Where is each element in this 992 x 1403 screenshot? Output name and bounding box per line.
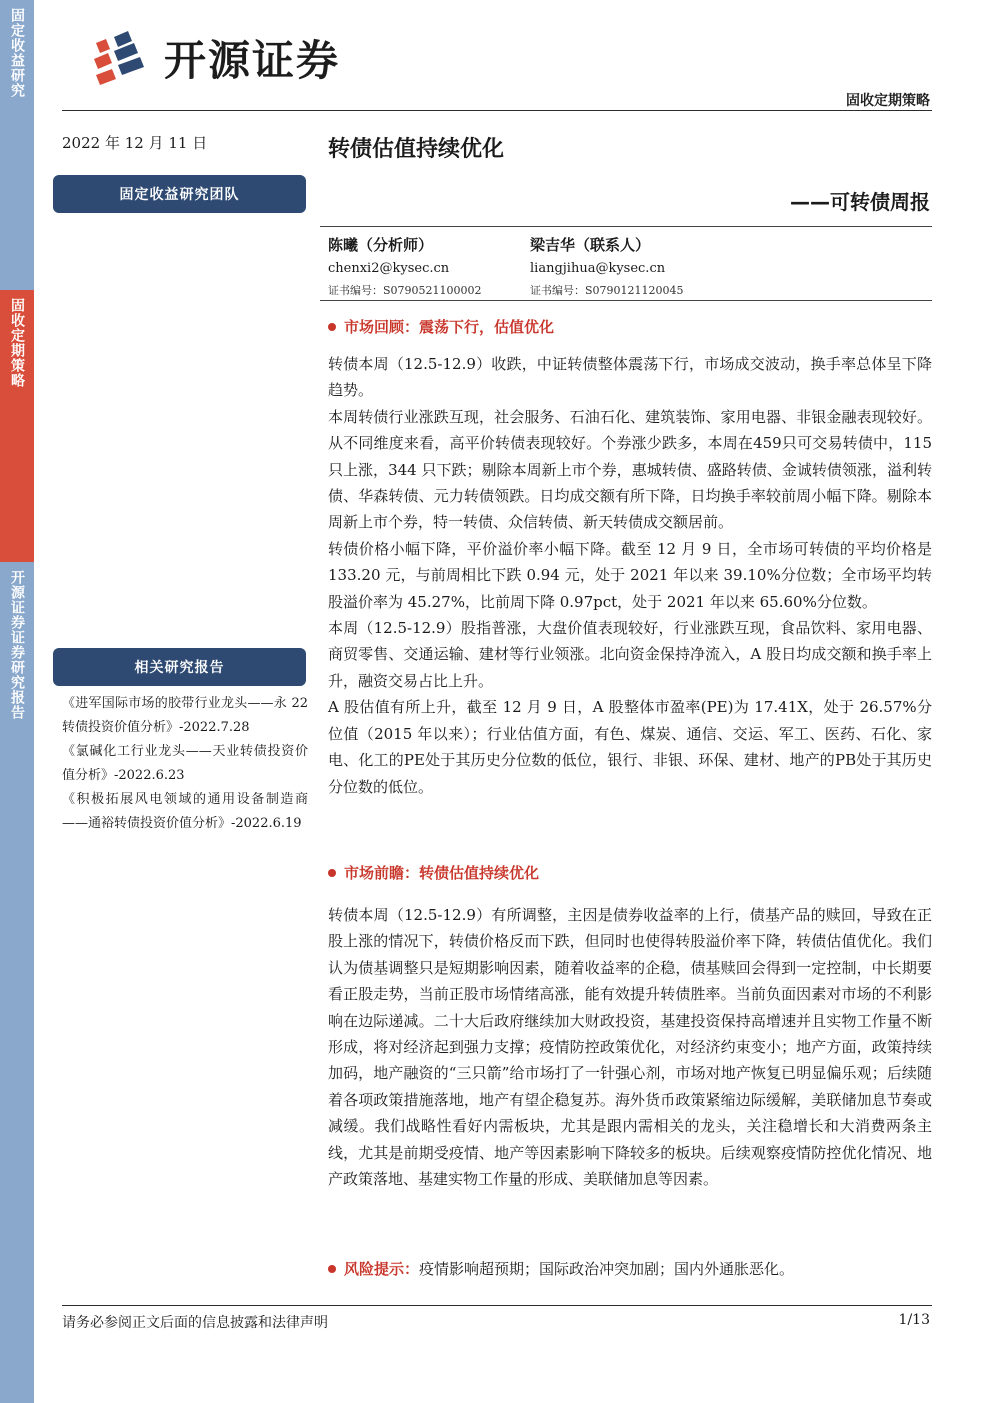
side-tab-research-report: 开源证券证券研究报告 [0,562,34,1403]
analyst-bottom-rule [320,300,932,301]
brand-name: 开源证券 [164,36,341,85]
analyst-top-rule [320,226,932,227]
analyst-cert: 证书编号：S0790521100002 [328,284,482,297]
header-divider [62,110,932,111]
footer-divider [62,1305,932,1306]
related-report-item[interactable]: 《氯碱化工行业龙头——天业转债投资价值分析》-2022.6.23 [62,744,308,783]
page-number: 1/13 [898,1312,930,1328]
paragraph: 转债本周（12.5-12.9）有所调整，主因是债券收益率的上行，债基产品的赎回，导致在正股上涨的情况下，转债价格反而下跌，但同时也使得转股溢价率下降，转债估值优化。我们认为债基调整只是短期影响因素，随着收益率的企稳，债基赎回会得到一定控制，中长期要看正股走势，当前正股市场情绪高涨，能有效提升转债胜率。当前负面因素对市场的不利影响在边际递减。二十大后政府继续加大财政投资，基建投资保持高增速并且实物工作量不断形成，将对经济起到强力支撑；疫情防控政策优化，对经济约束变小；地产方面，政策持续加码，地产融资的“三只箭”给市场打了一针强心剂，市场对地产恢复已明显偏乐观；后续随着各项政策措施落地，地产有望企稳复苏。海外货币政策紧缩边际缓解，美联储加息节奏或减缓。我们战略性看好内需板块，尤其是跟内需相关的龙头，关注稳增长和大消费两条主线，尤其是前期受疫情、地产等因素影响下降较多的板块。后续观察疫情防控优化情况、地产政策落地、基建实物工作量的形成、美联储加息等因素。 [328,906,932,1189]
section-market-review-body [328,351,932,800]
analyst-email[interactable]: chenxi2@kysec.cn [328,261,450,276]
paragraph: 转债价格小幅下降，平价溢价率小幅下降。截至 12 月 9 日，全市场可转债的平均价格是 133.20 元，与前周相比下跌 0.94 元，处于 2021 年以来 39.10%分位数；全市场平均转股溢价率为 45.27%，比前周下降 0.97pct，处于 2021 年以来 65.60%分位数。 [328,539,932,611]
risk-label: 风险提示： [344,1260,420,1278]
paragraph: 转债本周（12.5-12.9）收跌，中证转债整体震荡下行，市场成交波动，换手率总体呈下降趋势。 [328,355,932,400]
bullet-icon [328,869,336,877]
analyst-block [328,234,482,298]
section-market-review-heading: 市场回顾：震荡下行，估值优化 [328,316,554,337]
section-outlook-heading: 市场前瞻：转债估值持续优化 [328,862,539,883]
contact-block [530,234,684,298]
related-reports-heading: 相关研究报告 [53,648,306,686]
report-date: 2022 年 12 月 11 日 [62,134,208,152]
related-reports-list [62,692,308,836]
contact-cert: 证书编号：S0790121120045 [530,284,684,297]
risk-warning [328,1258,794,1279]
bullet-icon [328,1265,336,1273]
related-report-item[interactable]: 《进军国际市场的胶带行业龙头——永 22 转债投资价值分析》-2022.7.28 [62,696,308,735]
side-tab-fixed-income: 固定收益研究 [0,0,34,290]
report-title: 转债估值持续优化 [328,137,505,162]
header-category: 固收定期策略 [846,93,930,109]
side-tab-strategy: 固收定期策略 [0,290,34,562]
bullet-icon [328,323,336,331]
brand-logo [88,28,340,88]
related-report-item[interactable]: 《积极拓展风电领域的通用设备制造商——通裕转债投资价值分析》-2022.6.19 [62,792,308,831]
logo-mark-icon [88,29,158,87]
report-subtitle: ——可转债周报 [790,190,930,214]
paragraph: 本周（12.5-12.9）股指普涨，大盘价值表现较好，行业涨跌互现，食品饮料、家用电器、商贸零售、交通运输、建材等行业领涨。北向资金保持净流入，A 股日均成交额和换手率上升，融资交易占比上升。 [328,619,932,690]
team-label: 固定收益研究团队 [53,175,306,213]
section-outlook-body [328,902,932,1192]
contact-name: 梁吉华（联系人） [530,236,651,254]
paragraph: 本周转债行业涨跌互现，社会服务、石油石化、建筑装饰、家用电器、非银金融表现较好。从不同维度来看，高平价转债表现较好。个券涨少跌多，本周在459只可交易转债中，115 只上涨，344 只下跌；剔除本周新上市个券，惠城转债、盛路转债、金诚转债领涨，溢利转债、华森转债、元力转债领跌。日均成交额有所下降，日均换手率较前周小幅下降。剔除本周新上市个券，特一转债、众信转债、新天转债成交额居前。 [328,407,932,532]
contact-email[interactable]: liangjihua@kysec.cn [530,261,666,276]
risk-text: 疫情影响超预期；国际政治冲突加剧；国内外通胀恶化。 [419,1260,795,1278]
footer-disclaimer: 请务必参阅正文后面的信息披露和法律声明 [62,1315,328,1331]
analyst-name: 陈曦（分析师） [328,236,434,254]
paragraph: A 股估值有所上升，截至 12 月 9 日，A 股整体市盈率(PE)为 17.41X，处于 26.57%分位值（2015 年以来）；行业估值方面，有色、煤炭、通信、交运、军工、医药、石化、家电、化工的PE处于其历史分位数的低位，银行、非银、环保、建材、地产的PB处于其历史分位数的低位。 [328,698,932,796]
